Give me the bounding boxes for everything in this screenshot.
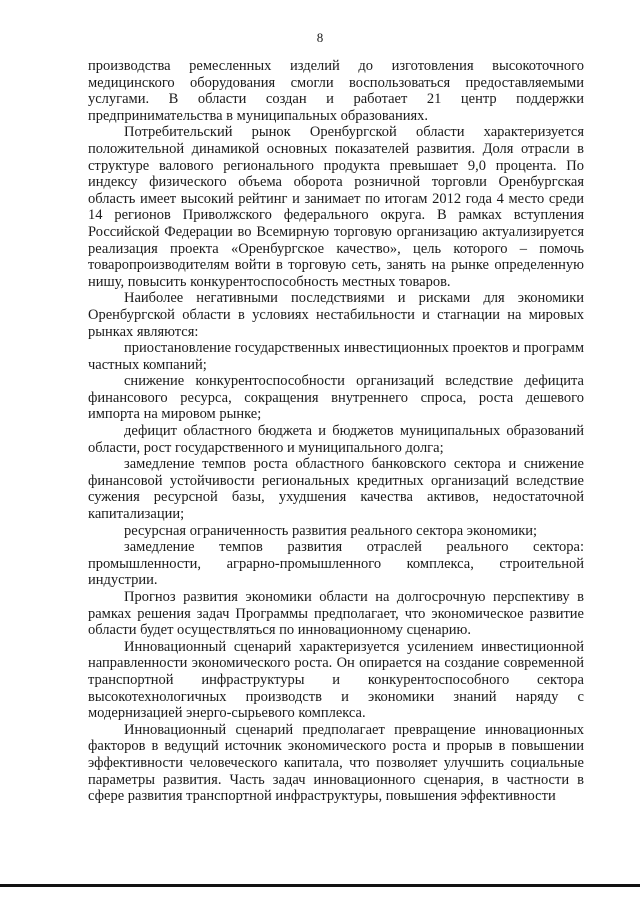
list-item-risk-investment: приостановление государственных инвестиционных проектов и программ частных компаний;	[88, 340, 584, 373]
paragraph-consumer-market: Потребительский рынок Оренбургской области характеризуется положительной динамикой основных показателей развития. Доля отрасли в структуре валового регионального продукта превышает 9,0 процента. По индексу физического объема оборота розничной торговли Оренбургская область имеет высокий рейтинг и занимает по итогам 2012 года 4 место среди 14 регионов Приволжского федерального округа. В рамках вступления Российской Федерации во Всемирную торговую организацию актуализируется реализация проекта «Оренбургское качество», цель которого – помочь товаропроизводителям войти в торговую сеть, занять на рынке определенную нишу, повысить конкурентоспособность местных товаров.	[88, 124, 584, 290]
paragraph-innovation-factors: Инновационный сценарий предполагает превращение инновационных факторов в ведущий источник экономического роста и прорыв в повышении эффективности человеческого капитала, что позволяет улучшить социальные параметры развития. Часть задач инновационного сценария, в частности в сфере развития транспортной инфраструктуры, повышения эффективности	[88, 721, 584, 805]
list-item-risk-banking: замедление темпов роста областного банковского сектора и снижение финансовой устойчивости региональных кредитных организаций вследствие сужения ресурсной базы, ухудшения качества активов, недостаточной капитализации;	[88, 456, 584, 523]
paragraph-risks-intro: Наиболее негативными последствиями и рисками для экономики Оренбургской области в условиях нестабильности и стагнации на мировых рынках являются:	[88, 290, 584, 340]
list-item-risk-slowdown: замедление темпов развития отраслей реального сектора: промышленности, аграрно-промышленного комплекса, строительной индустрии.	[88, 539, 584, 589]
paragraph-innovation-scenario: Инновационный сценарий характеризуется усилением инвестиционной направленности экономического роста. Он опирается на создание современной транспортной инфраструктуры и конкурентоспособного сектора высокотехнологичных производств и экономики знаний наряду с модернизацией энерго-сырьевого комплекса.	[88, 638, 584, 722]
list-item-risk-resources: ресурсная ограниченность развития реального сектора экономики;	[124, 522, 538, 539]
paragraph-continued: производства ремесленных изделий до изготовления высокоточного медицинского оборудования смогли воспользоваться предоставляемыми услугами. В области создан и работает 21 центр поддержки предпринимательства в муниципальных образованиях.	[88, 58, 584, 124]
list-item-risk-budget-deficit: дефицит областного бюджета и бюджетов муниципальных образований области, рост государственного и муниципального долга;	[88, 423, 584, 456]
list-item-risk-competitiveness: снижение конкурентоспособности организаций вследствие дефицита финансового ресурса, сокращения внутреннего спроса, роста дешевого импорта на мировом рынке;	[88, 373, 584, 423]
document-body	[88, 58, 584, 805]
bottom-scan-rule	[0, 884, 640, 887]
paragraph-forecast: Прогноз развития экономики области на долгосрочную перспективу в рамках решения задач Программы предполагает, что экономическое развитие области будет осуществляться по инновационному сценарию.	[88, 589, 584, 639]
page-number: 8	[316, 30, 324, 45]
